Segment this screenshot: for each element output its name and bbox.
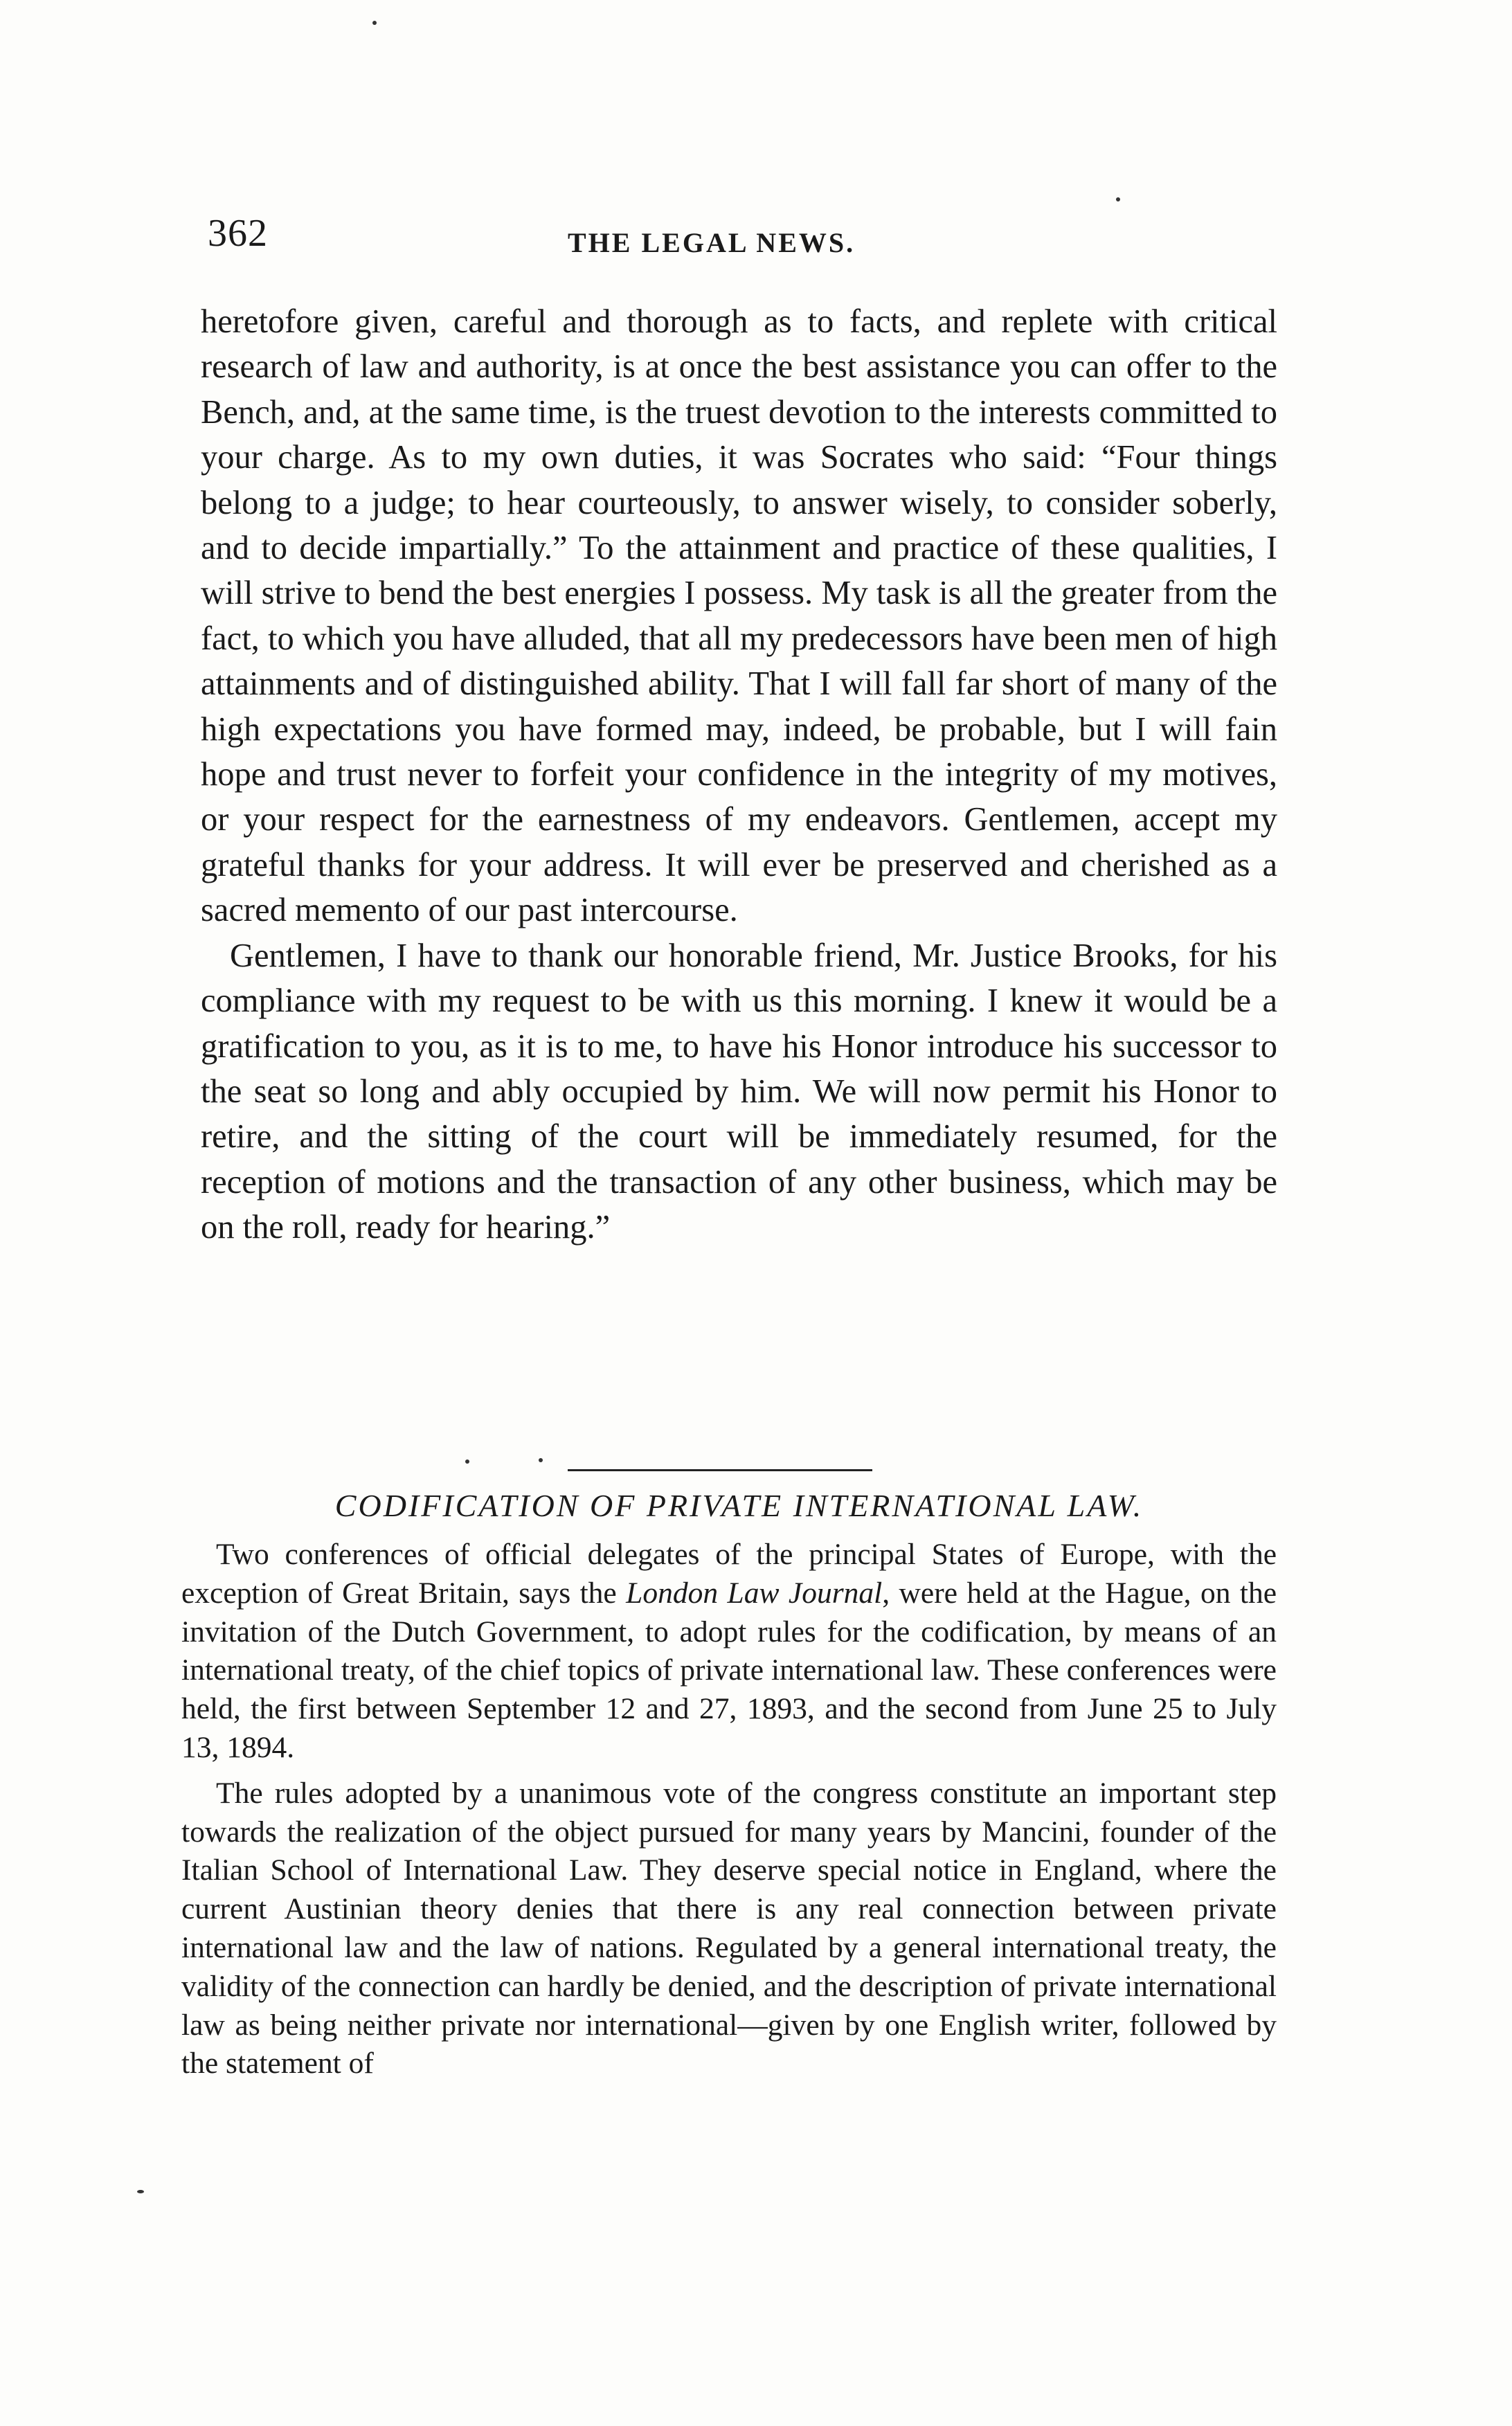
- section-title: CODIFICATION OF PRIVATE INTERNATIONAL LAW.: [334, 1488, 1144, 1523]
- body-paragraph: heretofore given, careful and thorough as to facts, and replete with critical research of law and authority, is at once the best assistance you can offer to the Bench, and, at the same time, is the truest devotion to the interests committed to your charge. As to my own duties, it was Socrates who said: “Four things belong to a judge; to hear courteously, to answer wisely, to consider soberly, and to decide impartially.” To the attainment and practice of these qualities, I will strive to bend the best energies I possess. My task is all the greater from the fact, to which you have alluded, that all my predecessors have been men of high attainments and of distinguished ability. That I will fall far short of many of the high expectations you have formed may, indeed, be probable, but I will fain hope and trust never to forfeit your confidence in the integrity of my motives, or your respect for the earnestness of my endeavors. Gentlemen, accept my grateful thanks for your address. It will ever be preserved and cherished as a sacred memento of our past intercourse.: [201, 303, 1277, 929]
- article-text: [181, 1536, 1277, 2090]
- journal-name: London Law Journal: [626, 1576, 883, 1610]
- print-speck: [137, 2190, 144, 2193]
- print-speck: [539, 1458, 543, 1462]
- address-text: [201, 299, 1277, 1250]
- print-speck: [465, 1459, 469, 1464]
- body-paragraph: Gentlemen, I have to thank our honorable friend, Mr. Justice Brooks, for his compliance with my request to be with us this morning. I knew it would be a gratification to you, as it is to me, to have his Honor introduce his successor to the seat so long and ably occupied by him. We will now permit his Honor to retire, and the sitting of the court will be immediately resumed, for the reception of motions and the transaction of any other business, which may be on the roll, ready for hearing.”: [201, 937, 1277, 1246]
- article-text-run: , were held at the Hague, on the invitation of the Dutch Government, to adopt rules for the codification, by means of an international treaty, of the chief topics of private international law. These conferences were held, the first between September 12 and 27, 1893, and the second from June 25 to July 13, 1894.: [181, 1576, 1277, 1764]
- article-paragraph: [181, 1536, 1277, 1768]
- section-divider: [568, 1469, 872, 1471]
- article-text-run: Two conferences of official delegates of the principal States of Europe, with the exception of Great Britain, says the: [181, 1538, 1277, 1610]
- print-speck: [1116, 197, 1120, 201]
- article-paragraph: The rules adopted by a unanimous vote of the congress constitute an important step towards the realization of the object pursued for many years by Mancini, founder of the Italian School of International Law. They deserve special notice in England, where the current Austinian theory denies that there is any real connection between private international law and the law of nations. Regulated by a general international treaty, the validity of the connection can hardly be denied, and the description of private international law as being neither private nor international—given by one English writer, followed by the statement of: [181, 1776, 1277, 2081]
- running-head: THE LEGAL NEWS.: [568, 227, 856, 258]
- print-speck: [372, 21, 377, 25]
- page-number: 362: [208, 212, 268, 255]
- page-header: [208, 211, 1274, 273]
